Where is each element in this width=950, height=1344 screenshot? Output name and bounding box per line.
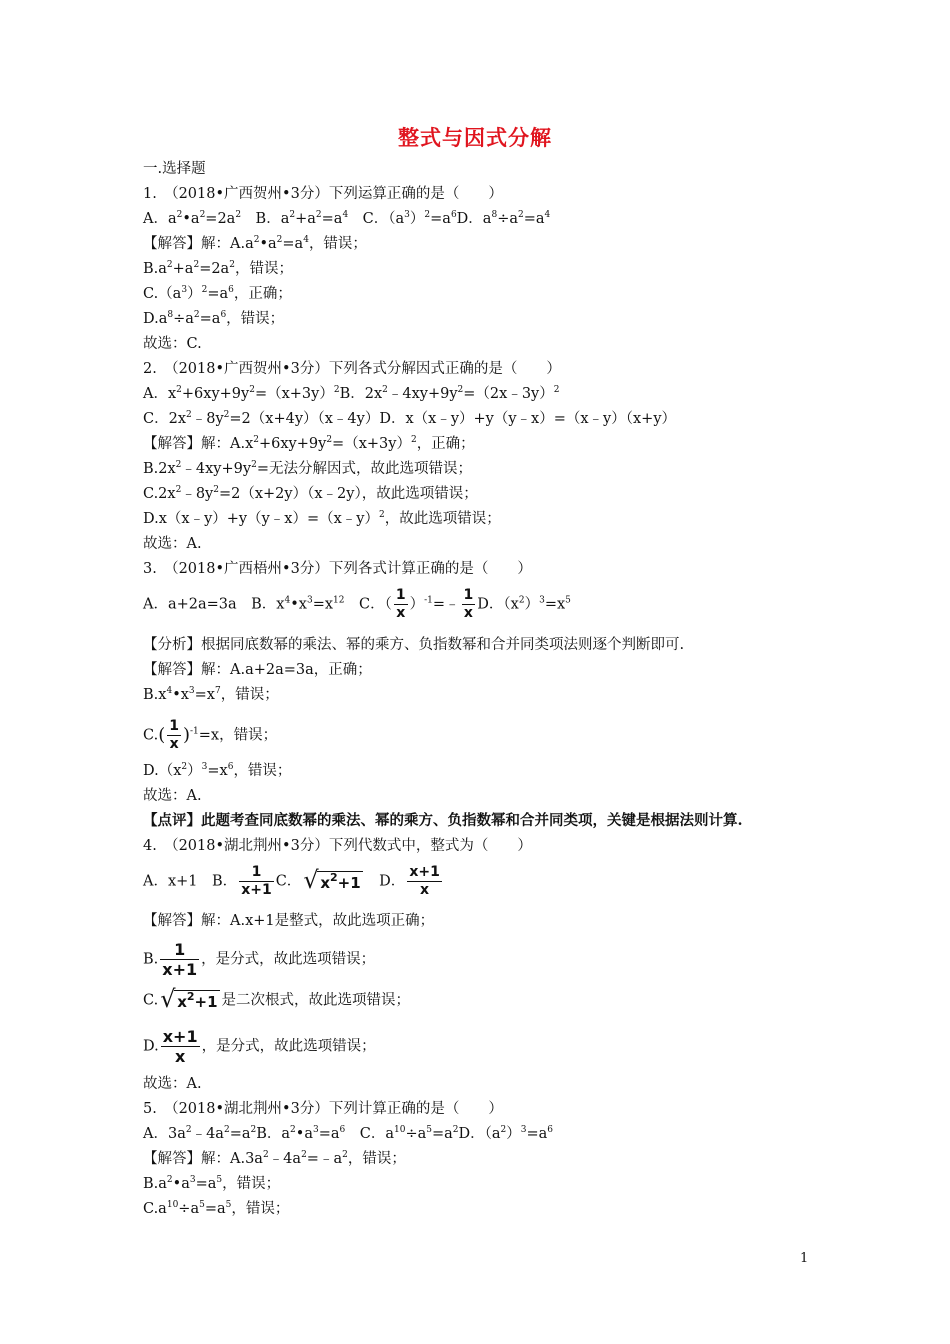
question-2-options-cd: C．$2x^2﹣8y^2=2(x+4y)(x﹣4y)D$．x（x﹣y）+y（y﹣x）=（x﹣y）（x+y） bbox=[143, 410, 677, 427]
fraction-x-plus-1-over-x: $\frac{x+1}{x}$ bbox=[409, 864, 440, 898]
fraction-x-plus-1-over-x: $\frac{x+1}{x}$ bbox=[162, 1027, 198, 1066]
fraction-1-over-x: $\frac{1}{x}$ bbox=[463, 587, 474, 621]
fraction-1-over-x-plus-1: $\frac{1}{x+1}$ bbox=[162, 940, 198, 979]
question-1: 1. （2018•广西贺州•3分）下列运算正确的是（ ） bbox=[143, 186, 503, 202]
question-3: 3. （2018•广西梧州•3分）下列各式计算正确的是（ ） bbox=[143, 561, 532, 577]
question-1-solution-d: $D.a^8\div a^2=a^6$，错误； bbox=[143, 310, 285, 327]
question-2-solution-a: 【解答】解：$A.x^2+6xy+9y^2=(x+3y)^2$，正确； bbox=[143, 435, 475, 452]
page-number: 1 bbox=[800, 1251, 809, 1266]
page-title: 整式与因式分解 bbox=[398, 126, 552, 150]
question-4-solution-b: B. $\frac{1}{x+1}$ ，是分式，故此选项错误； bbox=[143, 940, 376, 979]
question-1-answer: 故选：C. bbox=[143, 336, 202, 352]
question-5-solution-b: $B.a^2•a^3=a^5$，错误； bbox=[143, 1175, 281, 1192]
question-3-solution-a: 【解答】解：A.a+2a=3a，正确； bbox=[143, 662, 372, 678]
question-5-options: A．$3a^2﹣4a^2=a^2B$．$a^2•a^3=a^6$ C．$a^{10}\div a^5=a^2D$．$(a^2)^3=a^6$ bbox=[143, 1125, 554, 1142]
question-5-solution-c: $C.a^{10}\div a^5=a^5$，错误； bbox=[143, 1200, 290, 1217]
question-3-solution-c: C.( $\frac{1}{x}$ )$^{-1}$=x，错误； bbox=[143, 718, 278, 752]
question-2-solution-c: $C.2x^2﹣8y^2=2(x+2y)(x﹣2y)$，故此选项错误； bbox=[143, 485, 478, 502]
sqrt-x-squared-plus-1: √ $x^2+1$ bbox=[303, 866, 361, 894]
sqrt-x-squared-plus-1: √ $x^2+1$ bbox=[160, 985, 218, 1013]
question-1-solution-c: $C.(a^3)^2=a^6$，正确； bbox=[143, 285, 292, 302]
question-4-solution-a: 【解答】解：A.x+1是整式，故此选项正确； bbox=[143, 913, 435, 929]
question-5-solution-a: 【解答】解：$A.3a^2﹣4a^2=﹣a^2$，错误； bbox=[143, 1150, 406, 1167]
question-4: 4. （2018•湖北荆州•3分）下列代数式中，整式为（ ） bbox=[143, 838, 532, 854]
question-2-solution-b: $B.2x^2﹣4xy+9y^2=$无法分解因式，故此选项错误； bbox=[143, 460, 472, 477]
question-3-options: A．a+2a=3a B．$x^4•x^3=x^{12}$ C．（ $\frac{1}{x}$ ）$^{-1}$=﹣ $\frac{1}{x}$ D．$(x^2)^3=x^5$ bbox=[143, 587, 571, 621]
question-3-solution-d: $D.(x^2)^3=x^6$，错误； bbox=[143, 762, 292, 779]
fraction-1-over-x: $\frac{1}{x}$ bbox=[169, 718, 179, 752]
question-3-comment: 【点评】此题考查同底数幂的乘法、幂的乘方、负指数幂和合并同类项，关键是根据法则计算. bbox=[143, 812, 743, 829]
question-4-solution-c: C. √ $x^2+1$ 是二次根式，故此选项错误； bbox=[143, 985, 411, 1013]
question-1-solution-b: $B.a^2+a^2=2a^2$，错误； bbox=[143, 260, 293, 277]
question-2-options-ab: A．$x^2+6xy+9y^2=(x+3y)^2B$．$2x^2﹣4xy+9y^2=(2x﹣3y)^2$ bbox=[143, 385, 560, 402]
question-1-options: A．$a^2•a^2=2a^2$ B．$a^2+a^2=a^4$ C．$(a^3)^2=a^6D$．$a^8\div a^2=a^4$ bbox=[143, 210, 551, 227]
section-heading: 一.选择题 bbox=[143, 161, 206, 177]
question-4-solution-d: D. $\frac{x+1}{x}$ ，是分式，故此选项错误； bbox=[143, 1027, 376, 1066]
question-2-answer: 故选：A. bbox=[143, 536, 202, 552]
question-3-answer: 故选：A. bbox=[143, 788, 202, 804]
question-4-answer: 故选：A. bbox=[143, 1076, 202, 1092]
question-4-options: A．x+1 B． $\frac{1}{x+1}$ C． √ $x^2+1$ D． $\frac{x+1}{x}$ bbox=[143, 864, 440, 898]
question-1-solution-a: 【解答】解：$A.a^2•a^2=a^4$，错误； bbox=[143, 235, 367, 252]
question-5: 5. （2018•湖北荆州•3分）下列计算正确的是（ ） bbox=[143, 1101, 503, 1117]
question-2: 2. （2018•广西贺州•3分）下列各式分解因式正确的是（ ） bbox=[143, 361, 561, 377]
question-3-solution-b: $B.x^4•x^3=x^7$，错误； bbox=[143, 686, 279, 703]
question-2-solution-d: D.x（x﹣y）+y（y﹣x）=（x﹣y）$^2$，故此选项错误； bbox=[143, 510, 501, 527]
fraction-1-over-x: $\frac{1}{x}$ bbox=[395, 587, 406, 621]
question-3-analysis: 【分析】根据同底数幂的乘法、幂的乘方、负指数幂和合并同类项法则逐个判断即可. bbox=[143, 637, 685, 653]
fraction-1-over-x-plus-1: $\frac{1}{x+1}$ bbox=[241, 864, 272, 898]
